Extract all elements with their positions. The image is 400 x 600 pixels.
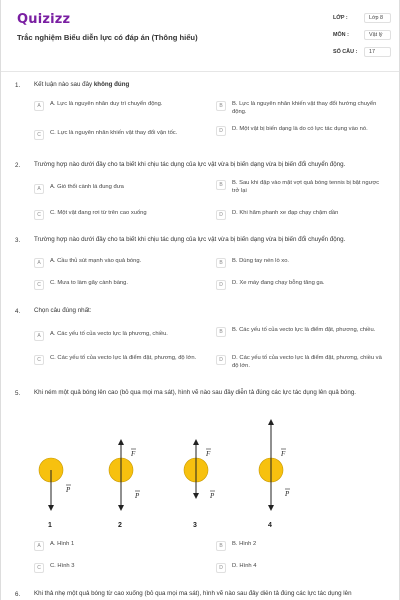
option-letter: A — [34, 184, 44, 194]
option-letter: C — [34, 130, 44, 140]
figure-number: 4 — [268, 522, 272, 529]
option-letter: B — [216, 101, 226, 111]
subject-value: Vật lý — [364, 30, 391, 40]
vector-label-f: F — [206, 450, 211, 458]
question-text: Kết luận nào sau đây không đúng — [34, 81, 130, 88]
option-b[interactable] — [216, 258, 382, 268]
option-text: C. Hình 3 — [50, 563, 75, 569]
option-text: A. Lực là nguyên nhân duy trì chuyển động. — [50, 101, 163, 107]
option-text: B. Các yếu tố của vecto lực là điểm đặt, phương, chiều. — [232, 327, 376, 333]
worksheet-header — [1, 0, 400, 72]
figure-4 — [259, 422, 290, 529]
option-text: A. Các yếu tố của vecto lực là phương, chiều. — [50, 331, 168, 337]
question-text: Chọn câu đúng nhất: — [34, 307, 92, 314]
vector-label-f: F — [281, 450, 286, 458]
question-count-value: 17 — [364, 47, 391, 57]
option-c[interactable] — [34, 210, 200, 220]
option-text: A. Cầu thủ sút mạnh vào quả bóng. — [50, 258, 142, 264]
question-count-label: SỐ CÂU : — [333, 49, 358, 55]
vector-label-p: P — [210, 492, 215, 500]
vector-label-p: P — [285, 490, 290, 498]
question-text: Khi ném một quả bóng lên cao (bỏ qua mọi ma sát), hình vẽ nào sau đây diễn tả đúng các lực tác dụng lên quả bóng. — [34, 389, 356, 396]
worksheet-title: Trắc nghiệm Biểu diễn lực có đáp án (Thông hiểu) — [17, 33, 198, 42]
option-text: C. Các yếu tố của vecto lực là điểm đặt, phương, độ lớn. — [50, 355, 197, 361]
figure-3 — [184, 442, 215, 529]
figure-number: 2 — [118, 522, 122, 529]
option-c[interactable] — [34, 563, 200, 573]
option-a[interactable] — [34, 541, 200, 551]
option-text: C. Một vật đang rơi từ trên cao xuống — [50, 210, 147, 216]
option-c[interactable] — [34, 280, 200, 290]
option-c[interactable] — [34, 130, 220, 140]
option-letter: C — [34, 210, 44, 220]
figure-number: 3 — [193, 522, 197, 529]
vector-label-p: P — [66, 486, 71, 494]
question-number: 4. — [15, 308, 21, 315]
option-letter: D — [216, 355, 226, 365]
option-letter: A — [34, 331, 44, 341]
option-d[interactable] — [216, 355, 382, 370]
option-b[interactable] — [216, 327, 382, 337]
option-letter: B — [216, 327, 226, 337]
option-letter: A — [34, 541, 44, 551]
question-text: Khi thả nhẹ một quả bóng từ cao xuống (bỏ qua mọi ma sát), hình vẽ nào sau đây diễn tả đúng các lực tác dụng lên — [34, 590, 352, 597]
option-text: B. Lực là nguyên nhân khiến vật thay đổi hướng chuyển động. — [232, 101, 377, 115]
option-text: C. Lực là nguyên nhân khiến vật thay đổi vận tốc. — [50, 130, 178, 136]
figure-1 — [39, 458, 71, 529]
option-letter: B — [216, 541, 226, 551]
figure-number: 1 — [48, 522, 52, 529]
option-b[interactable] — [216, 101, 382, 116]
option-text: B. Dùng tay nén lò xo. — [232, 258, 290, 264]
question-text: Trường hợp nào dưới đây cho ta biết khi chịu tác dụng của lực vật vừa bị biến dạng vừa bị biến đổi chuyển động. — [34, 161, 346, 168]
quizizz-logo: Quizizz — [17, 12, 71, 27]
option-letter: A — [34, 258, 44, 268]
option-text: D. Hình 4 — [232, 563, 257, 569]
option-letter: D — [216, 126, 226, 136]
option-text: D. Các yếu tố của vecto lực là điểm đặt, phương, chiều và độ lớn. — [232, 355, 382, 369]
option-text: B. Sau khi đập vào mặt vợt quả bóng tennis bị bật ngược trở lại — [232, 180, 380, 194]
option-text: D. Một vật bị biến dạng là do có lực tác dụng vào nó. — [232, 126, 368, 132]
option-b[interactable] — [216, 180, 382, 195]
question-number: 3. — [15, 237, 21, 244]
question-number: 1. — [15, 82, 21, 89]
option-text: A. Gió thổi cành lá đung đưa — [50, 184, 124, 190]
option-text: B. Hình 2 — [232, 541, 257, 547]
question-text: Trường hợp nào dưới đây cho ta biết khi chịu tác dụng của lực vật vừa bị biến dạng vừa bị biến đổi chuyển động. — [34, 236, 346, 243]
option-text: D. Xe máy đang chạy bỗng tăng ga. — [232, 280, 325, 286]
option-a[interactable] — [34, 258, 200, 268]
option-letter: B — [216, 258, 226, 268]
option-letter: C — [34, 563, 44, 573]
class-label: LỚP : — [333, 15, 348, 21]
option-b[interactable] — [216, 541, 382, 551]
option-text: C. Mưa to làm gãy cành bàng. — [50, 280, 128, 286]
option-a[interactable] — [34, 101, 200, 111]
option-letter: D — [216, 210, 226, 220]
option-d[interactable] — [216, 126, 382, 136]
vector-label-p: P — [135, 492, 140, 500]
option-d[interactable] — [216, 280, 382, 290]
option-text: D. Khi hãm phanh xe đạp chạy chậm dần — [232, 210, 339, 216]
subject-label: MÔN : — [333, 32, 349, 38]
figure-2 — [109, 442, 140, 529]
option-letter: B — [216, 180, 226, 190]
option-letter: C — [34, 355, 44, 365]
option-c[interactable] — [34, 355, 200, 365]
option-text: A. Hình 1 — [50, 541, 75, 547]
question-number: 2. — [15, 162, 21, 169]
class-value: Lớp 8 — [364, 13, 391, 23]
option-a[interactable] — [34, 184, 200, 194]
option-d[interactable] — [216, 563, 382, 573]
option-a[interactable] — [34, 331, 200, 341]
vector-label-f: F — [131, 450, 136, 458]
question-number: 5. — [15, 390, 21, 397]
option-letter: C — [34, 280, 44, 290]
question-emphasis: không đúng — [93, 81, 130, 88]
option-letter: D — [216, 280, 226, 290]
question-number: 6. — [15, 591, 21, 598]
option-letter: D — [216, 563, 226, 573]
force-diagram-figure — [1, 410, 400, 535]
option-d[interactable] — [216, 210, 382, 220]
option-letter: A — [34, 101, 44, 111]
